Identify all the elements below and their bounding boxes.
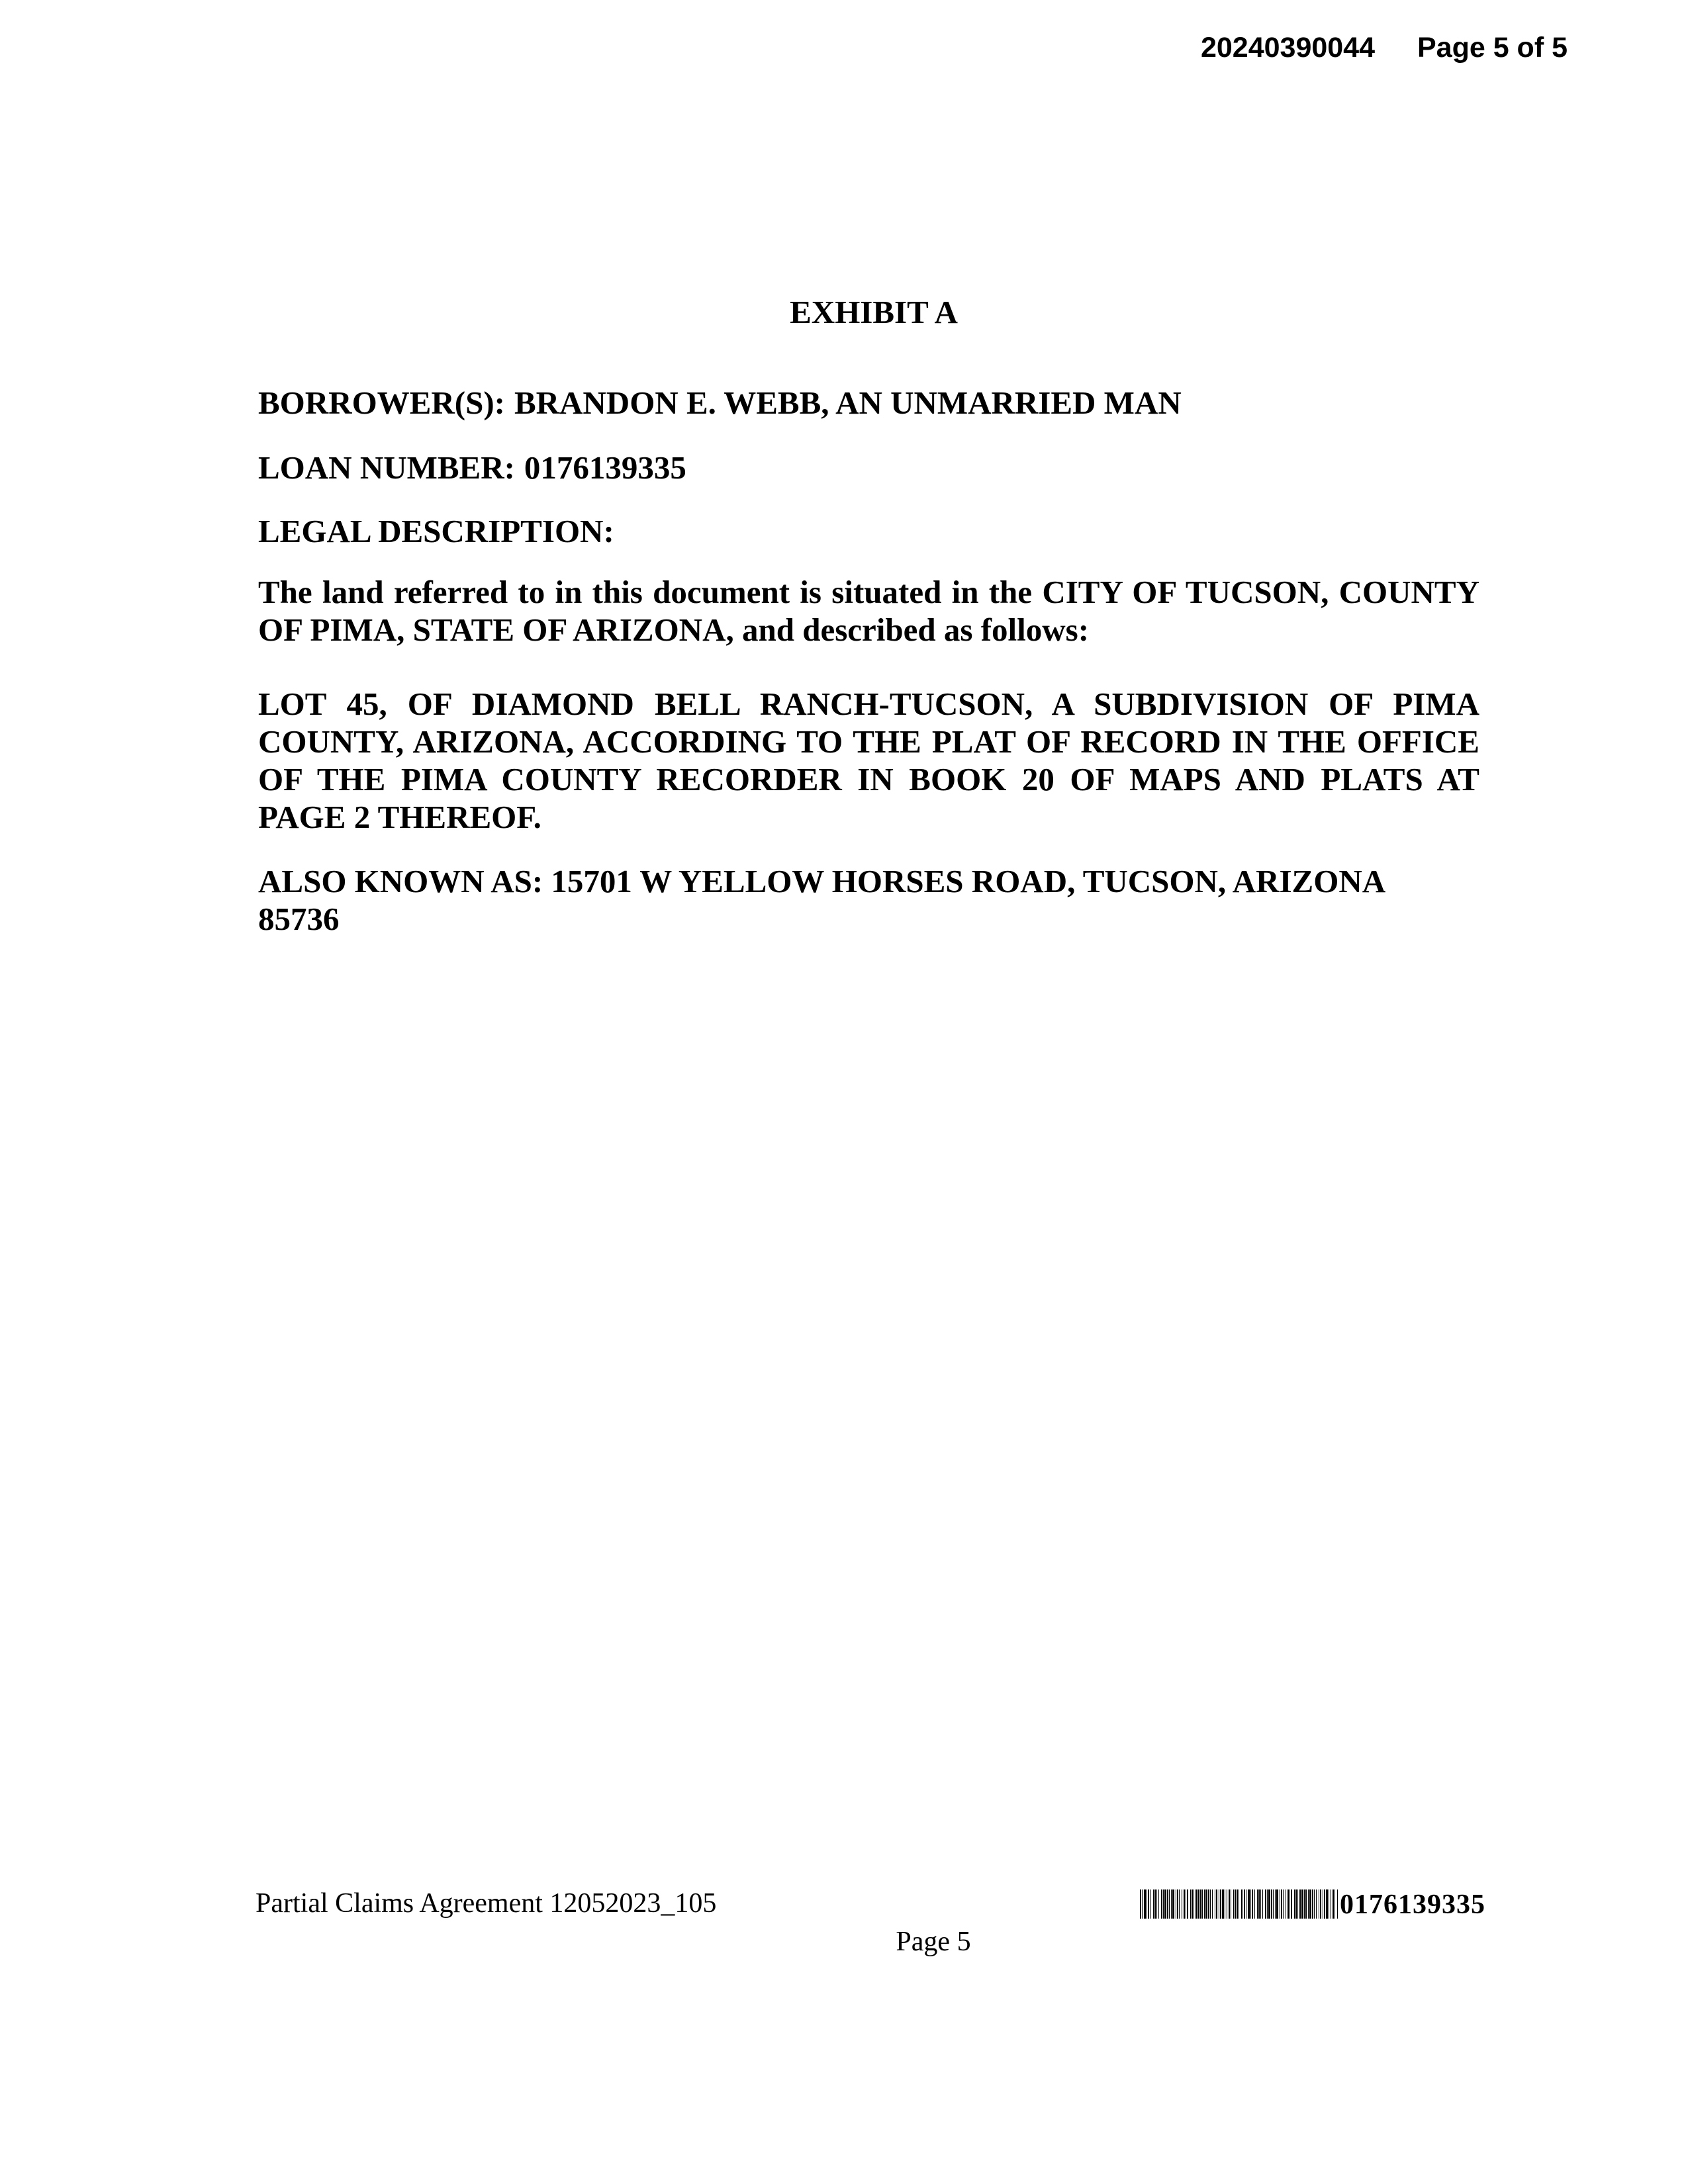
also-known-as-line-2: 85736 <box>258 901 340 937</box>
barcode-number: 0176139335 <box>1340 1889 1485 1920</box>
barcode-block <box>1140 1889 1485 1919</box>
footer-page-label: Page 5 <box>896 1927 971 1957</box>
also-known-as-paragraph <box>258 862 1479 938</box>
form-name: Partial Claims Agreement 12052023_105 <box>256 1888 717 1919</box>
borrower-value: BRANDON E. WEBB, AN UNMARRIED MAN <box>514 385 1182 421</box>
page-indicator: Page 5 of 5 <box>1417 32 1568 64</box>
loan-number-value: 0176139335 <box>524 449 686 486</box>
loan-number-line <box>258 449 1479 486</box>
borrower-line <box>258 384 1479 422</box>
lot-description-paragraph: LOT 45, OF DIAMOND BELL RANCH-TUCSON, A SUBDIVISION OF PIMA COUNTY, ARIZONA, ACCORDING TO THE PLAT OF RECORD IN THE OFFICE OF THE PIMA COUNTY RECORDER IN BOOK 20 OF MAPS AND PLATS AT PAGE 2 THEREOF. <box>258 686 1479 835</box>
also-known-as-line-1: ALSO KNOWN AS: 15701 W YELLOW HORSES ROAD, TUCSON, ARIZONA <box>258 863 1386 899</box>
borrower-label: BORROWER(S): <box>258 385 505 421</box>
exhibit-title: EXHIBIT A <box>790 294 958 330</box>
document-number: 20240390044 <box>1200 32 1376 64</box>
barcode-icon <box>1140 1889 1338 1919</box>
situated-paragraph: The land referred to in this document is situated in the CITY OF TUCSON, COUNTY OF PIMA, STATE OF ARIZONA, and described as follows: <box>258 574 1479 648</box>
loan-number-label: LOAN NUMBER: <box>258 449 515 486</box>
recording-header <box>1201 32 1568 64</box>
legal-description-label: LEGAL DESCRIPTION: <box>258 513 614 549</box>
